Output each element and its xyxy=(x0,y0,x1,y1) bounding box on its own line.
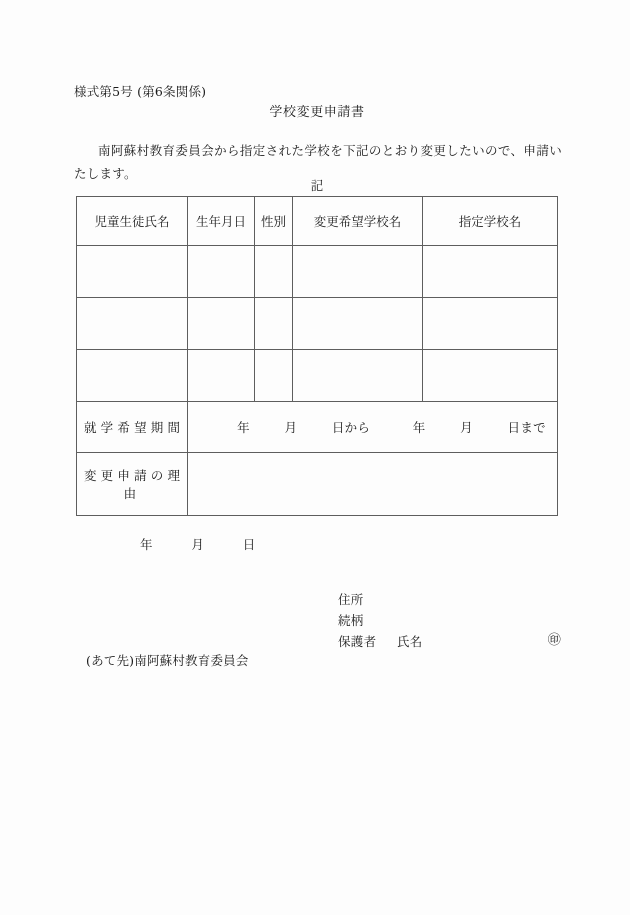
header-birth-date: 生年月日 xyxy=(188,197,255,246)
submission-date-line[interactable] xyxy=(140,535,256,553)
page-title-text: 学校変更申請書 xyxy=(269,105,365,120)
relation-row[interactable] xyxy=(338,610,553,631)
header-desired-school: 変更希望学校名 xyxy=(293,197,423,246)
enrollment-period-row xyxy=(77,402,558,453)
change-reason-value[interactable] xyxy=(188,453,558,516)
address-row[interactable] xyxy=(338,589,553,610)
cell-student-name[interactable] xyxy=(77,350,188,402)
date-day-label: 日 xyxy=(242,537,256,552)
cell-birth-date[interactable] xyxy=(188,350,255,402)
label-enrollment-period xyxy=(77,402,188,453)
ki-mark xyxy=(0,176,630,194)
addressee-line: (あて先)南阿蘇村教育委員会 xyxy=(86,653,249,668)
label-enrollment-period-text: 就学希望期間 xyxy=(83,420,185,435)
intro-paragraph: 南阿蘇村教育委員会から指定された学校を下記のとおり変更したいので、申請いたします。 xyxy=(74,143,562,181)
seal-icon: ㊞ xyxy=(547,633,561,648)
table-header-row xyxy=(77,197,558,246)
table-row xyxy=(77,246,558,298)
cell-desired-school[interactable] xyxy=(293,298,423,350)
period-day-to: 日まで xyxy=(507,420,546,435)
cell-assigned-school[interactable] xyxy=(423,350,558,402)
cell-gender[interactable] xyxy=(255,246,293,298)
period-month-to: 月 xyxy=(460,420,473,435)
name-label: 氏名 xyxy=(396,634,423,649)
signature-block xyxy=(338,589,561,652)
application-table xyxy=(76,196,558,516)
address-label: 住所 xyxy=(338,592,364,607)
guardian-label: 保護者 xyxy=(338,634,377,649)
table-row xyxy=(77,298,558,350)
guardian-name-row[interactable] xyxy=(338,631,561,652)
header-student-name: 児童生徒氏名 xyxy=(77,197,188,246)
cell-desired-school[interactable] xyxy=(293,350,423,402)
change-reason-row xyxy=(77,453,558,516)
cell-assigned-school[interactable] xyxy=(423,298,558,350)
header-assigned-school: 指定学校名 xyxy=(423,197,558,246)
header-gender: 性別 xyxy=(255,197,293,246)
period-year-to: 年 xyxy=(412,420,426,435)
label-change-reason-text: 変更申請の理由 xyxy=(83,468,185,501)
label-change-reason xyxy=(77,453,188,516)
table-row xyxy=(77,350,558,402)
cell-gender[interactable] xyxy=(255,350,293,402)
period-year-from: 年 xyxy=(237,420,250,435)
enrollment-period-value[interactable] xyxy=(188,402,558,453)
relation-label: 続柄 xyxy=(338,613,364,628)
cell-student-name[interactable] xyxy=(77,298,188,350)
cell-gender[interactable] xyxy=(255,298,293,350)
cell-birth-date[interactable] xyxy=(188,246,255,298)
period-month-from: 月 xyxy=(284,420,298,435)
date-year-label: 年 xyxy=(140,537,153,552)
ki-mark-text: 記 xyxy=(310,178,324,193)
cell-student-name[interactable] xyxy=(77,246,188,298)
date-month-label: 月 xyxy=(191,537,205,552)
cell-desired-school[interactable] xyxy=(293,246,423,298)
cell-birth-date[interactable] xyxy=(188,298,255,350)
form-number: 様式第5号 (第6条関係) xyxy=(74,84,207,99)
page-title xyxy=(0,101,630,120)
cell-assigned-school[interactable] xyxy=(423,246,558,298)
period-day-from: 日から xyxy=(331,420,371,435)
